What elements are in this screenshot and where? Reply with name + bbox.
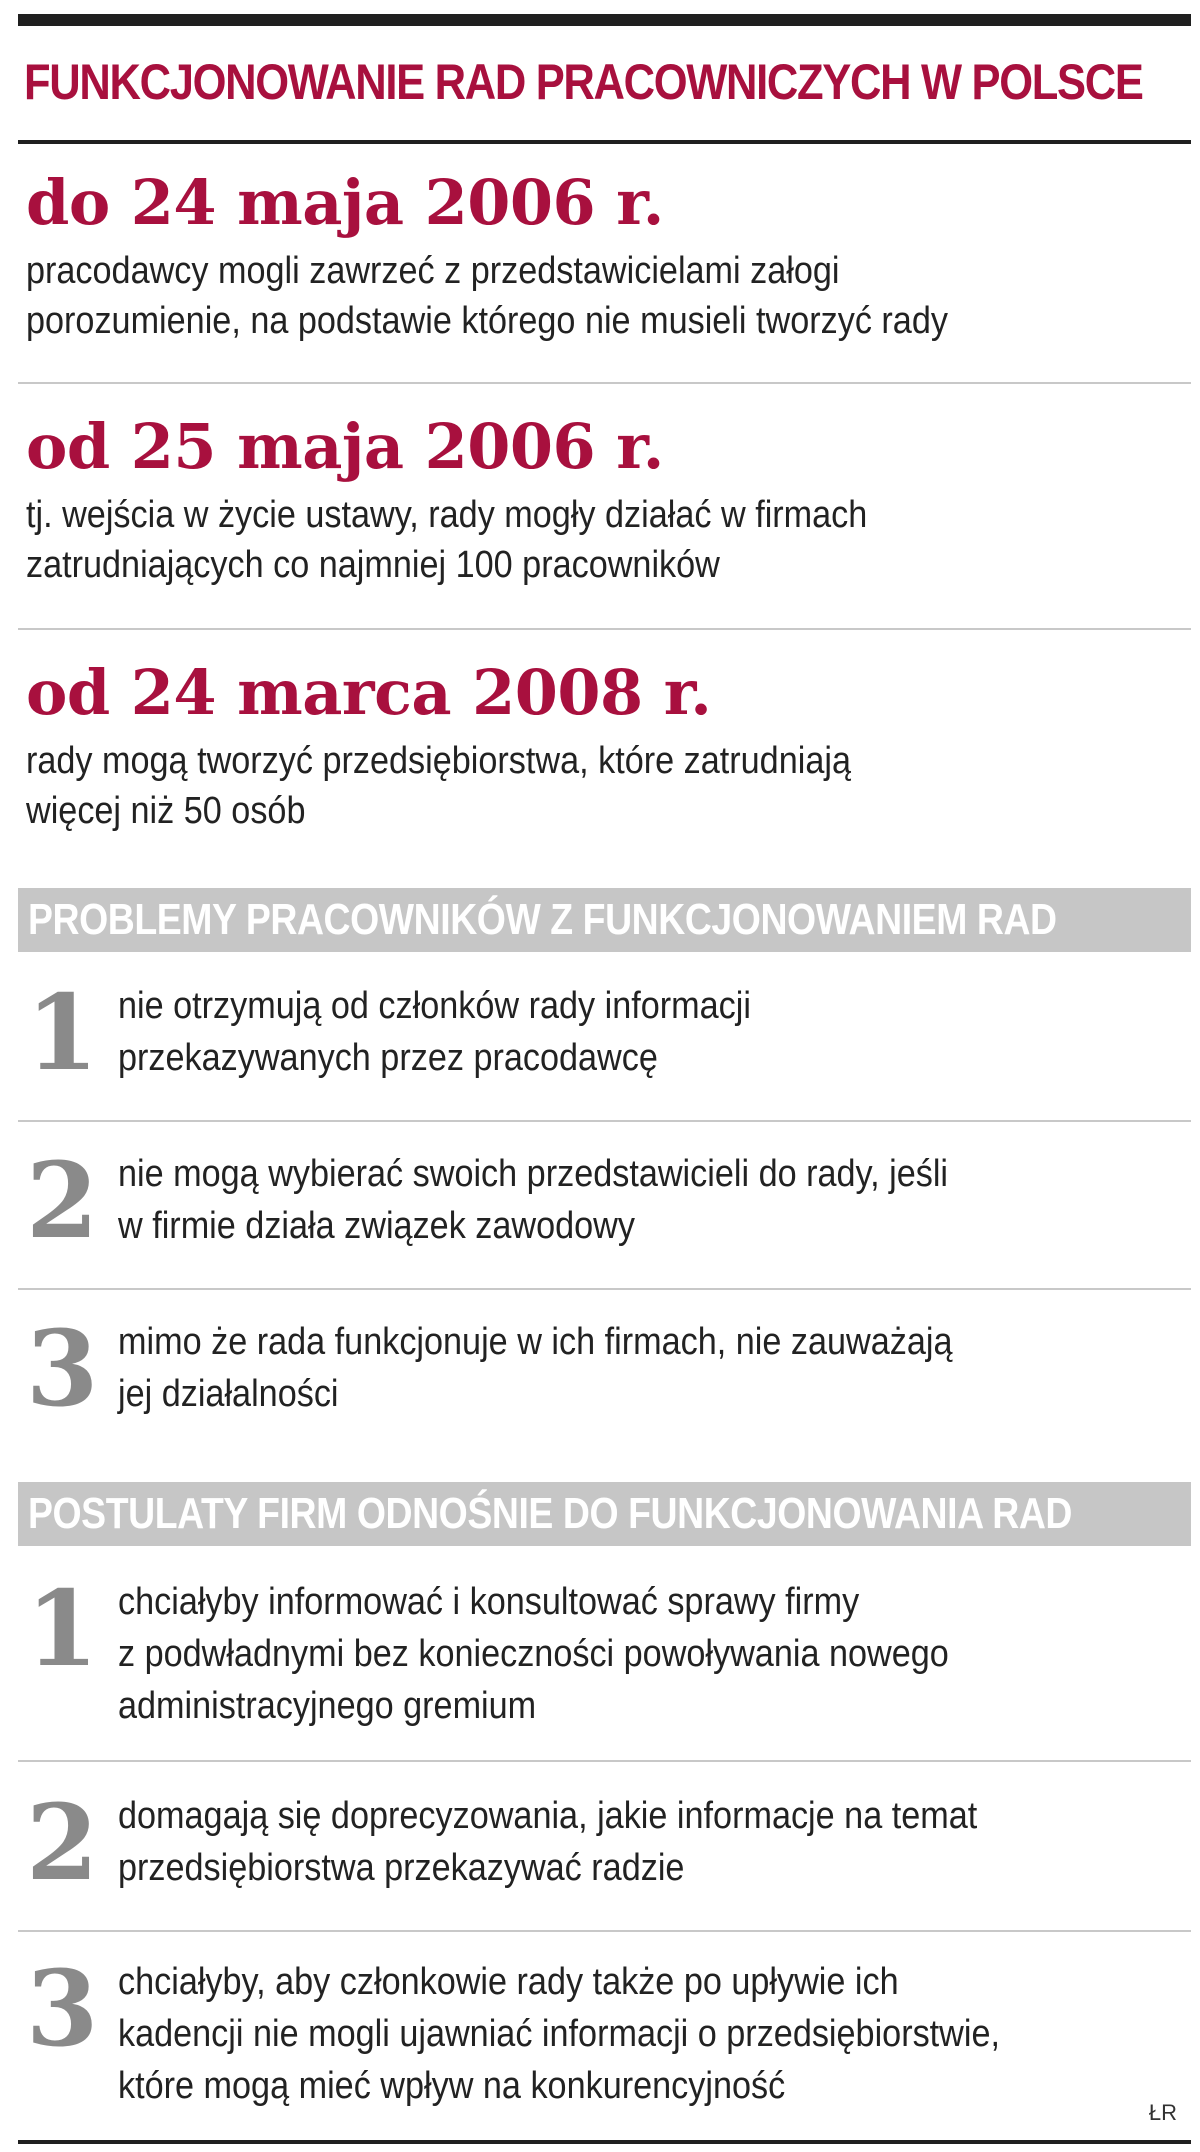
item-number: 2: [26, 1139, 99, 1262]
period-line: pracodawcy mogli zawrzeć z przedstawicielami załogi: [26, 250, 840, 292]
item-text: [118, 980, 751, 1084]
divider: [18, 1930, 1191, 1932]
item-line: jej działalności: [118, 1373, 339, 1415]
item-number: 3: [26, 1947, 99, 2070]
item-number: 2: [26, 1781, 99, 1904]
divider: [18, 1760, 1191, 1762]
item-number: 3: [26, 1307, 99, 1430]
item-text: [118, 1956, 1000, 2112]
item-line: chciałyby informować i konsultować sprawy firmy: [118, 1581, 860, 1623]
period-line: tj. wejścia w życie ustawy, rady mogły działać w firmach: [26, 494, 868, 536]
title-rule: [18, 140, 1191, 144]
item-line: nie mogą wybierać swoich przedstawicieli do rady, jeśli: [118, 1153, 949, 1195]
item-number: 1: [26, 1567, 99, 1690]
bottom-rule: [18, 2140, 1191, 2144]
author-credit: ŁR: [1148, 2100, 1177, 2125]
item-line: w firmie działa związek zawodowy: [118, 1205, 635, 1247]
item-line: kadencji nie mogli ujawniać informacji o przedsiębiorstwie,: [118, 2013, 1001, 2055]
item-line: przekazywanych przez pracodawcę: [118, 1037, 658, 1079]
period-description: [26, 490, 1061, 590]
period-line: porozumienie, na podstawie którego nie musieli tworzyć rady: [26, 300, 948, 342]
item-line: domagają się doprecyzowania, jakie informacje na temat: [118, 1795, 978, 1837]
period-1: [26, 168, 1176, 346]
postulates-heading: POSTULATY FIRM ODNOŚNIE DO FUNKCJONOWANIA RAD: [28, 1489, 1073, 1538]
item-line: nie otrzymują od członków rady informacji: [118, 985, 751, 1027]
divider: [18, 1120, 1191, 1122]
problems-heading: PROBLEMY PRACOWNIKÓW Z FUNKCJONOWANIEM RAD: [28, 895, 1057, 944]
item-text: [118, 1148, 948, 1252]
period-date: od 25 maja 2006 r.: [26, 410, 664, 483]
item-number: 1: [26, 971, 99, 1094]
item-line: które mogą mieć wpływ na konkurencyjność: [118, 2065, 786, 2107]
top-bar: [18, 14, 1191, 26]
period-3: [26, 658, 1176, 836]
item-line: z podwładnymi bez konieczności powoływania nowego: [118, 1633, 949, 1675]
item-text: [118, 1790, 977, 1894]
period-description: [26, 246, 1061, 346]
divider: [18, 1288, 1191, 1290]
infographic: [18, 0, 1191, 2152]
divider: [18, 628, 1191, 630]
problems-heading-bar: [18, 888, 1191, 952]
period-line: rady mogą tworzyć przedsiębiorstwa, które zatrudniają: [26, 740, 851, 782]
period-date: od 24 marca 2008 r.: [26, 656, 712, 729]
infographic-title: FUNKCJONOWANIE RAD PRACOWNICZYCH W POLSCE: [24, 54, 1143, 110]
item-text: [118, 1576, 949, 1732]
period-description: [26, 736, 1061, 836]
period-2: [26, 412, 1176, 590]
item-line: administracyjnego gremium: [118, 1685, 537, 1727]
item-line: przedsiębiorstwa przekazywać radzie: [118, 1847, 685, 1889]
period-line: zatrudniających co najmniej 100 pracowników: [26, 544, 720, 586]
item-line: chciałyby, aby członkowie rady także po upływie ich: [118, 1961, 899, 2003]
period-line: więcej niż 50 osób: [26, 790, 306, 832]
period-date: do 24 maja 2006 r.: [26, 166, 664, 239]
divider: [18, 382, 1191, 384]
item-text: [118, 1316, 952, 1420]
postulates-heading-bar: [18, 1482, 1191, 1546]
item-line: mimo że rada funkcjonuje w ich firmach, nie zauważają: [118, 1321, 953, 1363]
